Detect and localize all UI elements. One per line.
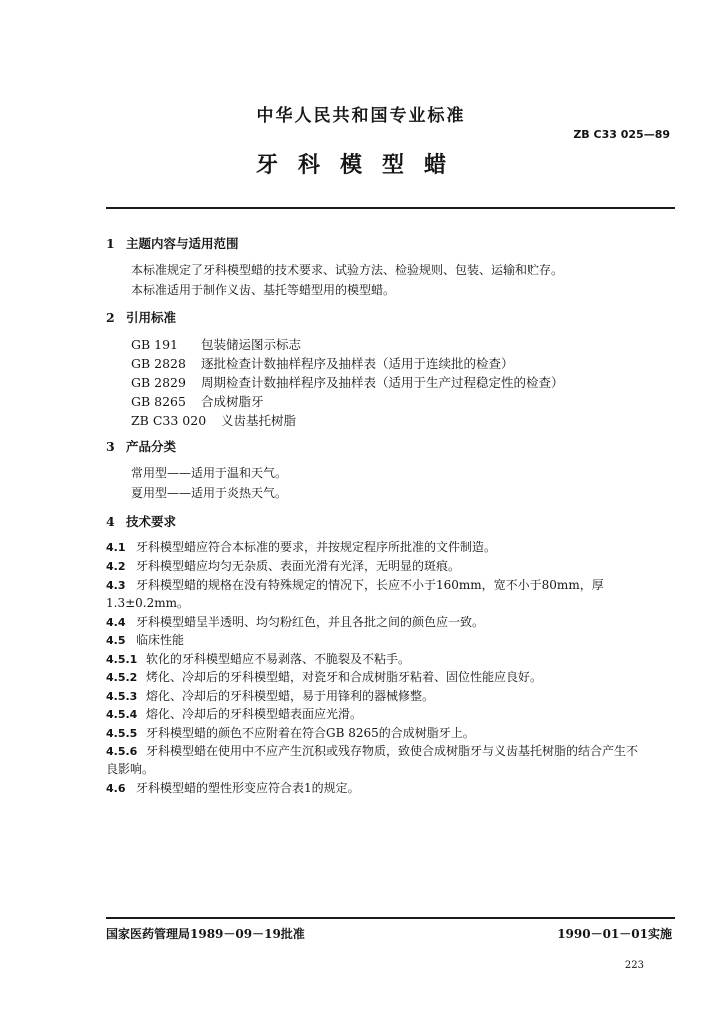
- reference-title: 逐批检查计数抽样程序及抽样表（适用于连续批的检查）: [201, 356, 514, 371]
- section-title: 主题内容与适用范围: [126, 236, 239, 251]
- section-number: 2: [106, 310, 115, 325]
- requirement-item: [106, 687, 434, 704]
- reference-item: [131, 354, 514, 372]
- paragraph: 本标准规定了牙科模型蜡的技术要求、试验方法、检验规则、包装、运输和贮存。: [131, 263, 564, 277]
- reference-title: 周期检查计数抽样程序及抽样表（适用于生产过程稳定性的检查）: [201, 375, 564, 390]
- paragraph: 常用型——适用于温和天气。: [131, 466, 288, 480]
- section-1-heading: [106, 234, 239, 252]
- footer-rule: [106, 917, 675, 919]
- reference-code: ZB C33 020: [131, 413, 207, 428]
- item-number: 4.5.1: [106, 653, 138, 666]
- item-text: 牙科模型蜡的规格在没有特殊规定的情况下，长应不小于160mm，宽不小于80mm，厚: [136, 578, 604, 592]
- item-text: 牙科模型蜡的塑性形变应符合表1的规定。: [136, 781, 360, 795]
- item-number: 4.5.3: [106, 690, 138, 703]
- paragraph: 夏用型——适用于炎热天气。: [131, 486, 288, 500]
- item-number: 4.5: [106, 634, 126, 647]
- requirement-item: [106, 557, 460, 574]
- reference-code: GB 2828: [131, 356, 186, 371]
- reference-title: 包装储运图示标志: [201, 337, 302, 352]
- reference-code: GB 8265: [131, 394, 186, 409]
- section-2-heading: [106, 308, 176, 326]
- header-rule: [106, 207, 675, 209]
- item-number: 4.5.6: [106, 745, 138, 758]
- item-number: 4.2: [106, 560, 126, 573]
- page-number: 223: [624, 960, 644, 971]
- requirement-item: [106, 538, 496, 555]
- item-text: 牙科模型蜡呈半透明、均匀粉红色，并且各批之间的颜色应一致。: [136, 615, 485, 629]
- item-text: 牙科模型蜡在使用中不应产生沉积或残存物质，致使合成树脂牙与义齿基托树脂的结合产生不: [146, 744, 639, 758]
- item-number: 4.3: [106, 579, 126, 592]
- section-number: 4: [106, 514, 115, 529]
- section-title: 产品分类: [126, 439, 177, 454]
- requirement-item: [106, 631, 184, 648]
- reference-title: 义齿基托树脂: [221, 413, 297, 428]
- requirement-item: [106, 779, 360, 796]
- item-number: 4.5.2: [106, 671, 138, 684]
- item-number: 4.4: [106, 616, 126, 629]
- section-title: 引用标准: [126, 310, 177, 325]
- standard-code: ZB C33 025—89: [573, 128, 670, 141]
- item-text: 熔化、冷却后的牙科模型蜡表面应光滑。: [146, 707, 363, 721]
- requirement-item: [106, 742, 638, 759]
- reference-code: GB 2829: [131, 375, 186, 390]
- item-number: 4.5.5: [106, 727, 138, 740]
- item-number: 4.1: [106, 541, 126, 554]
- section-4-heading: [106, 512, 176, 530]
- requirement-item: [106, 668, 542, 685]
- item-number: 4.5.4: [106, 708, 138, 721]
- item-text: 软化的牙科模型蜡应不易剥落、不脆裂及不粘手。: [146, 652, 411, 666]
- item-text: 烤化、冷却后的牙科模型蜡，对瓷牙和合成树脂牙粘着、固位性能应良好。: [146, 670, 543, 684]
- requirement-item: [106, 613, 484, 630]
- paragraph: 本标准适用于制作义齿、基托等蜡型用的模型蜡。: [131, 283, 396, 297]
- requirement-item: [106, 650, 410, 667]
- effective-date: 1990－01－01实施: [557, 927, 672, 941]
- approval-info: 国家医药管理局1989－09－19批准: [106, 927, 305, 941]
- reference-item: [131, 392, 264, 410]
- item-text: 牙科模型蜡应均匀无杂质、表面光滑有光泽，无明显的斑痕。: [136, 559, 461, 573]
- section-3-heading: [106, 437, 176, 455]
- item-number: 4.6: [106, 782, 126, 795]
- item-continuation: 良影响。: [106, 762, 155, 776]
- section-title: 技术要求: [126, 514, 177, 529]
- requirement-item: [106, 576, 604, 593]
- section-number: 1: [106, 236, 115, 251]
- reference-item: [131, 373, 564, 391]
- item-text: 临床性能: [136, 633, 185, 647]
- item-text: 牙科模型蜡应符合本标准的要求，并按规定程序所批准的文件制造。: [136, 540, 497, 554]
- reference-item: [131, 335, 301, 353]
- reference-title: 合成树脂牙: [201, 394, 264, 409]
- item-text: 牙科模型蜡的颜色不应附着在符合GB 8265的合成树脂牙上。: [146, 726, 475, 740]
- standard-title: 中华人民共和国专业标准: [256, 106, 466, 126]
- reference-code: GB 191: [131, 337, 179, 352]
- item-text: 熔化、冷却后的牙科模型蜡，易于用锋利的器械修整。: [146, 689, 435, 703]
- item-continuation: 1.3±0.2mm。: [106, 596, 189, 610]
- section-number: 3: [106, 439, 115, 454]
- requirement-item: [106, 705, 362, 722]
- reference-item: [131, 411, 296, 429]
- requirement-item: [106, 724, 475, 741]
- document-title: 牙科模型蜡: [255, 152, 466, 178]
